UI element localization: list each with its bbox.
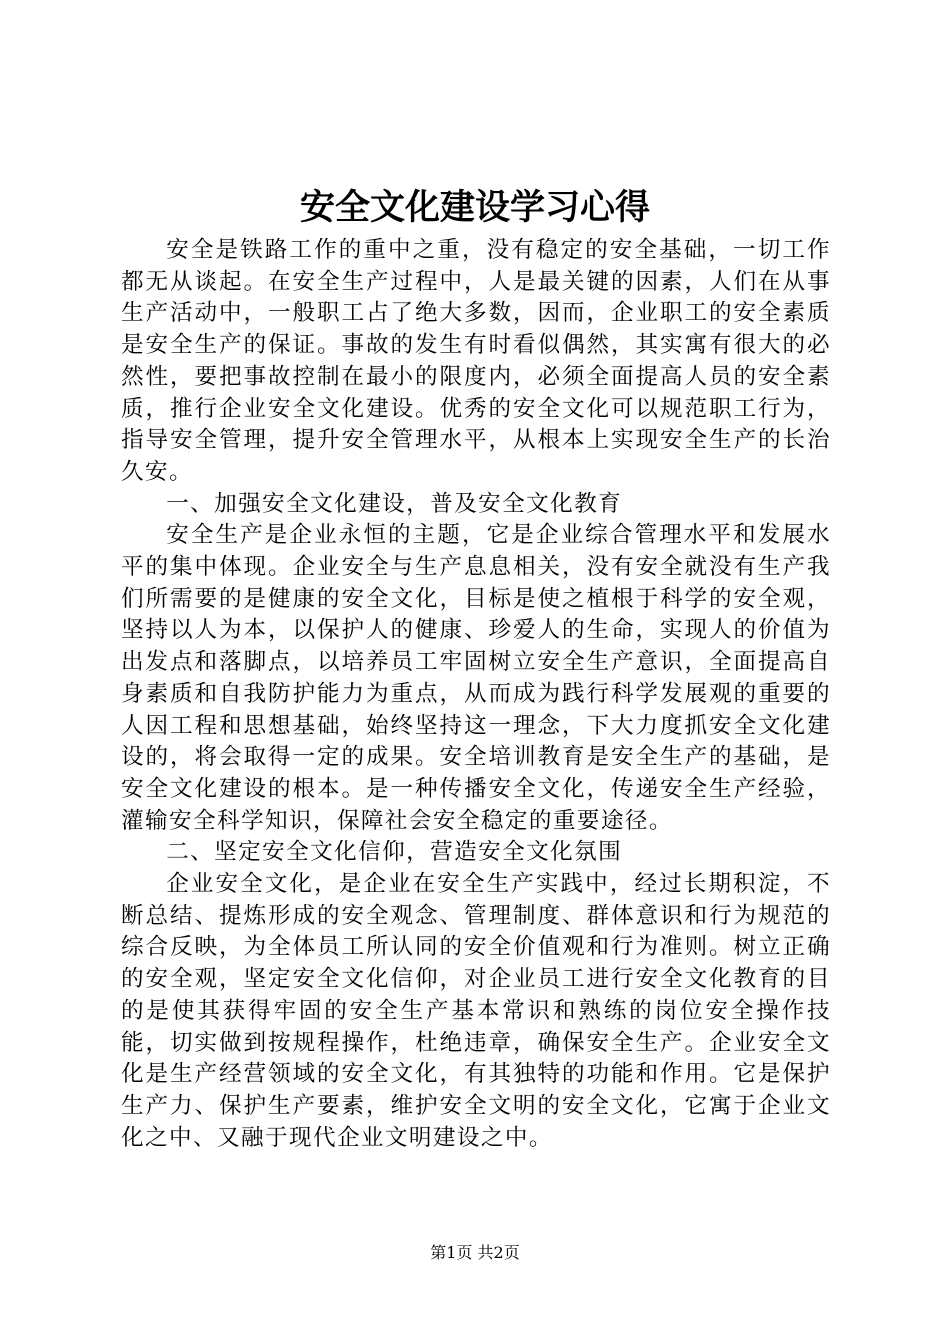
paragraph-section-2: 企业安全文化，是企业在安全生产实践中，经过长期积淀，不断总结、提炼形成的安全观念、管理制度、群体意识和行为规范的综合反映，为全体员工所认同的安全价值观和行为准则。树立正确的安全观，坚定安全文化信仰，对企业员工进行安全文化教育的目的是使其获得牢固的安全生产基本常识和熟练的岗位安全操作技能，切实做到按规程操作，杜绝违章，确保安全生产。企业安全文化是生产经营领域的安全文化，有其独特的功能和作用。它是保护生产力、保护生产要素，维护安全文明的安全文化，它寓于企业文化之中、又融于现代企业文明建设之中。 [121, 871, 831, 1151]
section-heading-2: 二、坚定安全文化信仰，营造安全文化氛围 [166, 839, 623, 866]
document-body [121, 235, 831, 1154]
paragraph-section-1: 安全生产是企业永恒的主题，它是企业综合管理水平和发展水平的集中体现。企业安全与生产息息相关，没有安全就没有生产我们所需要的是健康的安全文化，目标是使之植根于科学的安全观，坚持以人为本，以保护人的健康、珍爱人的生命，实现人的价值为出发点和落脚点，以培养员工牢固树立安全生产意识，全面提高自身素质和自我防护能力为重点，从而成为践行科学发展观的重要的人因工程和思想基础，始终坚持这一理念，下大力度抓安全文化建设的，将会取得一定的成果。安全培训教育是安全生产的基础，是安全文化建设的根本。是一种传播安全文化，传递安全生产经验，灌输安全科学知识，保障社会安全稳定的重要途径。 [121, 522, 831, 834]
page-footer: 第1页 共2页 [430, 1243, 520, 1262]
document-title: 安全文化建设学习心得 [299, 188, 650, 228]
section-heading-1: 一、加强安全文化建设，普及安全文化教育 [166, 490, 623, 517]
paragraph-intro: 安全是铁路工作的重中之重，没有稳定的安全基础，一切工作都无从谈起。在安全生产过程中，人是最关键的因素，人们在从事生产活动中，一般职工占了绝大多数，因而，企业职工的安全素质是安全生产的保证。事故的发生有时看似偶然，其实寓有很大的必然性，要把事故控制在最小的限度内，必须全面提高人员的安全素质，推行企业安全文化建设。优秀的安全文化可以规范职工行为，指导安全管理，提升安全管理水平，从根本上实现安全生产的长治久安。 [121, 237, 831, 485]
